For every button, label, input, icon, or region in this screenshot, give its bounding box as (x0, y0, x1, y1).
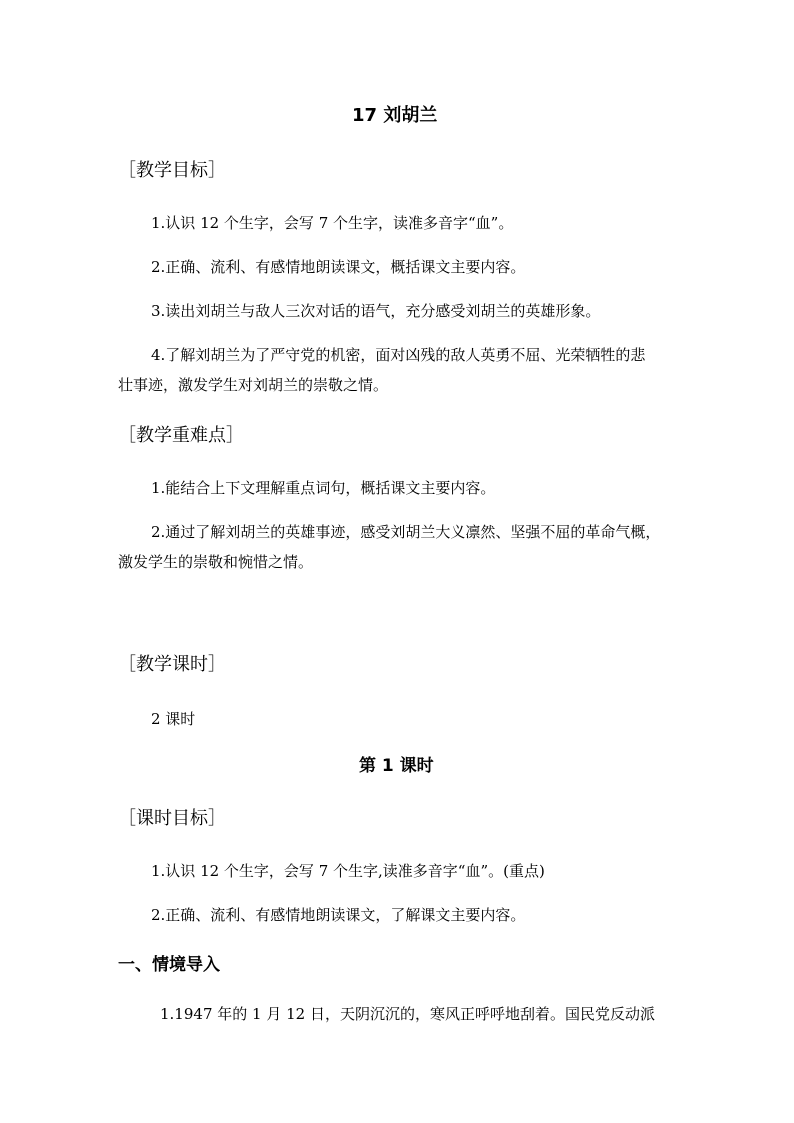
key-points-heading: ［教学重难点］ (118, 425, 244, 446)
key-point-item-2-line-2: 激发学生的崇敬和惋惜之情。 (118, 553, 314, 571)
key-point-item-1: 1.能结合上下文理解重点词句，概括课文主要内容。 (151, 479, 496, 497)
objective-item-3: 3.读出刘胡兰与敌人三次对话的语气，充分感受刘胡兰的英雄形象。 (151, 302, 601, 320)
document-title: 17 刘胡兰 (352, 105, 438, 126)
objective-item-4-line-1: 4.了解刘胡兰为了严守党的机密，面对凶残的敌人英勇不屈、光荣牺牲的悲 (151, 346, 646, 364)
lesson-objective-item-2: 2.正确、流利、有感情地朗读课文，了解课文主要内容。 (151, 906, 526, 924)
hours-heading: ［教学课时］ (118, 654, 226, 675)
key-point-item-2-line-1: 2.通过了解刘胡兰的英雄事迹，感受刘胡兰大义凛然、坚强不屈的革命气概， (151, 523, 661, 541)
hours-value: 2 课时 (151, 710, 196, 728)
part-one-text: 1.1947 年的 1 月 12 日，天阴沉沉的，寒风正呼呼地刮着。国民党反动派 (160, 1005, 655, 1023)
objectives-heading: ［教学目标］ (118, 160, 226, 181)
objective-item-2: 2.正确、流利、有感情地朗读课文，概括课文主要内容。 (151, 258, 526, 276)
lesson-title: 第 1 课时 (359, 756, 434, 776)
part-one-heading: 一、情境导入 (118, 955, 220, 975)
objective-item-4-line-2: 壮事迹，激发学生对刘胡兰的崇敬之情。 (118, 376, 389, 394)
lesson-objective-item-1: 1.认识 12 个生字，会写 7 个生字,读准多音字“血”。(重点) (151, 862, 545, 880)
objective-item-1: 1.认识 12 个生字，会写 7 个生字，读准多音字“血”。 (151, 214, 514, 232)
lesson-objectives-heading: ［课时目标］ (118, 808, 226, 829)
